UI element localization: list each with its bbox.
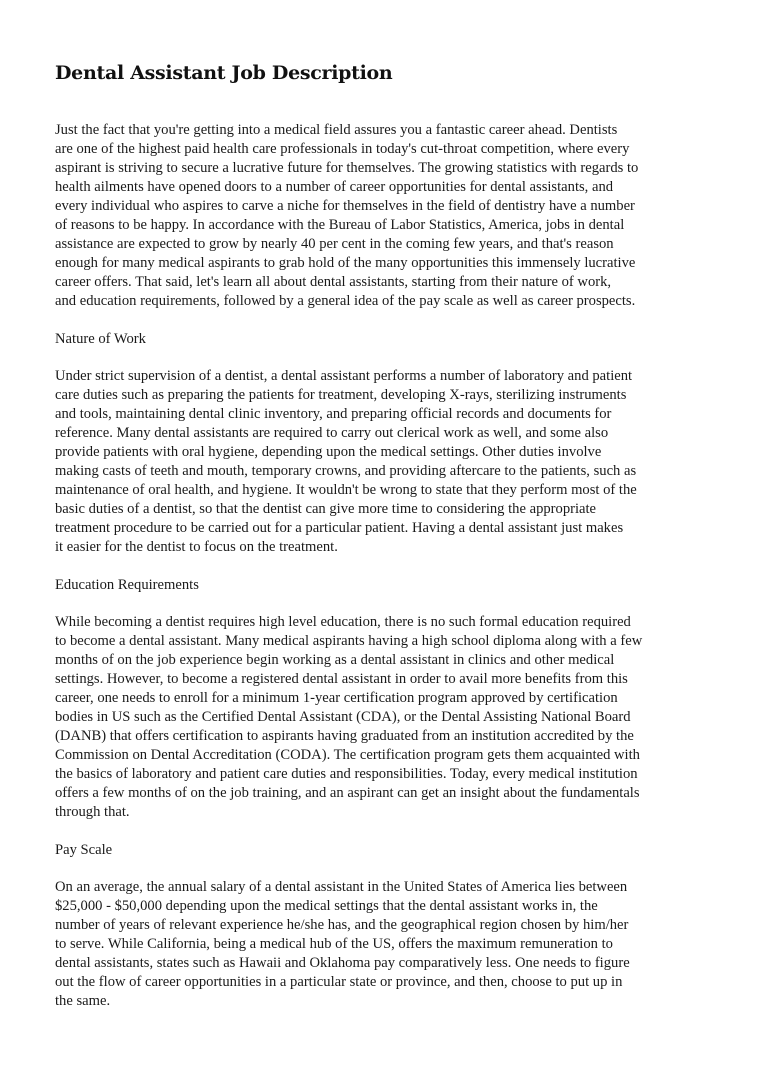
paragraph-line: While becoming a dentist requires high level education, there is no such formal education required	[55, 614, 631, 630]
paragraph-line: career offers. That said, let's learn all about dental assistants, starting from their nature of work,	[55, 274, 612, 290]
document-body	[55, 121, 745, 1011]
paragraph-line: it easier for the dentist to focus on the treatment.	[55, 539, 338, 555]
paragraph-line: making casts of teeth and mouth, temporary crowns, and providing aftercare to the patients, such as	[55, 463, 637, 479]
paragraph-line: enough for many medical aspirants to grab hold of the many opportunities this immensely lucrative	[55, 255, 636, 271]
paragraph-line: reference. Many dental assistants are required to carry out clerical work as well, and some also	[55, 425, 609, 441]
paragraph-line: treatment procedure to be carried out for a particular patient. Having a dental assistant just makes	[55, 520, 624, 536]
paragraph-line: are one of the highest paid health care professionals in today's cut-throat competition, where every	[55, 141, 630, 157]
paragraph-line: care duties such as preparing the patients for treatment, developing X-rays, sterilizing instruments	[55, 387, 627, 403]
paragraph-line: to serve. While California, being a medical hub of the US, offers the maximum remuneration to	[55, 936, 613, 952]
paragraph	[55, 878, 745, 1011]
paragraph-line: through that.	[55, 804, 130, 820]
section-heading: Nature of Work	[55, 330, 146, 347]
paragraph-line: to become a dental assistant. Many medical aspirants having a high school diploma along with a few	[55, 633, 643, 649]
paragraph-line: provide patients with oral hygiene, depending upon the medical settings. Other duties involve	[55, 444, 602, 460]
paragraph-line: (DANB) that offers certification to aspirants having graduated from an institution accredited by the	[55, 728, 634, 744]
paragraph-line: assistance are expected to grow by nearly 40 per cent in the coming few years, and that's reason	[55, 236, 614, 252]
paragraph-line: months of on the job experience begin working as a dental assistant in clinics and other medical	[55, 652, 615, 668]
paragraph-line: every individual who aspires to carve a niche for themselves in the field of dentistry have a number	[55, 198, 635, 214]
paragraph	[55, 367, 745, 557]
paragraph-line: maintenance of oral health, and hygiene. It wouldn't be wrong to state that they perform most of the	[55, 482, 637, 498]
paragraph-line: bodies in US such as the Certified Dental Assistant (CDA), or the Dental Assisting National Board	[55, 709, 631, 725]
paragraph-line: Commission on Dental Accreditation (CODA). The certification program gets them acquainted with	[55, 747, 640, 763]
paragraph-line: the same.	[55, 993, 111, 1009]
paragraph-line: On an average, the annual salary of a dental assistant in the United States of America lies between	[55, 879, 628, 895]
document-page	[55, 59, 745, 1030]
paragraph-line: number of years of relevant experience he/she has, and the geographical region chosen by him/her	[55, 917, 629, 933]
paragraph	[55, 613, 745, 822]
paragraph-line: Just the fact that you're getting into a medical field assures you a fantastic career ahead. Dentists	[55, 122, 618, 138]
paragraph	[55, 121, 745, 311]
document-title: Dental Assistant Job Description	[55, 62, 393, 84]
paragraph-line: $25,000 - $50,000 depending upon the medical settings that the dental assistant works in, the	[55, 898, 598, 914]
section-heading: Pay Scale	[55, 841, 113, 858]
paragraph-line: settings. However, to become a registered dental assistant in order to avail more benefits from this	[55, 671, 628, 687]
section-heading: Education Requirements	[55, 576, 199, 593]
paragraph-line: and tools, maintaining dental clinic inventory, and preparing official records and documents for	[55, 406, 612, 422]
paragraph-line: offers a few months of on the job training, and an aspirant can get an insight about the fundamentals	[55, 785, 640, 801]
paragraph-line: career, one needs to enroll for a minimum 1-year certification program approved by certification	[55, 690, 618, 706]
paragraph-line: dental assistants, states such as Hawaii and Oklahoma pay comparatively less. One needs to figure	[55, 955, 630, 971]
paragraph-line: basic duties of a dentist, so that the dentist can give more time to considering the appropriate	[55, 501, 597, 517]
paragraph-line: out the flow of career opportunities in a particular state or province, and then, choose to put up in	[55, 974, 623, 990]
paragraph-line: the basics of laboratory and patient care duties and responsibilities. Today, every medical institution	[55, 766, 638, 782]
paragraph-line: and education requirements, followed by a general idea of the pay scale as well as career prospects.	[55, 293, 636, 309]
paragraph-line: of reasons to be happy. In accordance with the Bureau of Labor Statistics, America, jobs in dental	[55, 217, 625, 233]
paragraph-line: aspirant is striving to secure a lucrative future for themselves. The growing statistics with regards to	[55, 160, 639, 176]
paragraph-line: health ailments have opened doors to a number of career opportunities for dental assistants, and	[55, 179, 614, 195]
paragraph-line: Under strict supervision of a dentist, a dental assistant performs a number of laboratory and patient	[55, 368, 633, 384]
